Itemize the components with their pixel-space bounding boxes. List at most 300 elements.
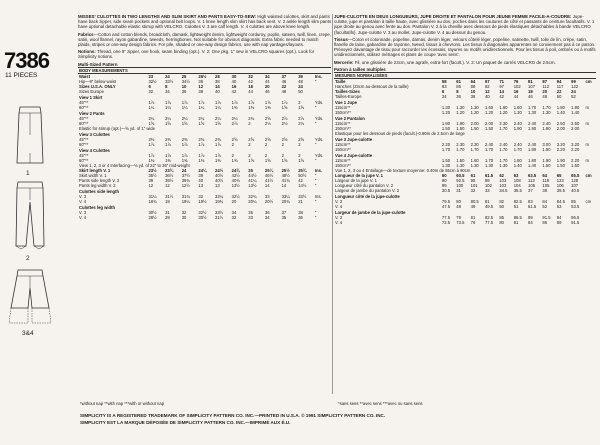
cell-value: 2¾ [248, 115, 255, 121]
cell-value: 32¾ [248, 193, 257, 199]
cell-value: 30 [181, 214, 187, 220]
row-label: Largeur de jambe du pantalon V. 2 [335, 188, 400, 194]
cell-value: 117 [556, 84, 564, 90]
cell-value: 1⅞ [198, 152, 205, 158]
cell-value: 3.20 [571, 142, 580, 148]
cell-value: 32½ [198, 209, 207, 215]
easy-label-fr: FACILE-A-COUDRE: [529, 14, 572, 19]
cell-value: 1.80 [571, 105, 580, 111]
cell-value: 1.50 [484, 126, 494, 132]
cell-value: 14 [499, 89, 504, 95]
cell-value: 33¼ [281, 193, 290, 199]
cell-value: 1⅞ [198, 99, 205, 105]
cell-value: 2¼ [215, 115, 221, 121]
cell-value: 21 [298, 198, 303, 204]
cell-value: 50 [499, 204, 504, 210]
fabrics-title-en: Fabrics [78, 31, 94, 37]
cell-value: 2 [264, 141, 268, 147]
cell-value: 1⅜ [198, 157, 205, 163]
cell-value: 79 [456, 215, 461, 221]
row-label: Waist [79, 73, 91, 79]
cell-value: 20½ [264, 198, 274, 204]
cell-value: 112 [542, 84, 550, 90]
cell-value: 81 [513, 220, 519, 226]
fabrics-title-fr: Tissus [334, 36, 348, 42]
cell-value: 85 [571, 199, 576, 205]
cell-value: " [314, 141, 317, 147]
cell-value: 34 [264, 73, 270, 79]
cell-value: 91.5 [571, 220, 580, 226]
cell-value: " [314, 198, 317, 204]
cell-value: 1⅜ [165, 157, 171, 163]
cell-value: 1.20 [441, 110, 451, 116]
cell-value: 118 [542, 178, 550, 184]
notions-body-fr: Fil, une glissière de 23cm, une agrafe, extra-fort (facult.). V. 2: Un paquet de carrés VELCRO de 2.5cm. [354, 59, 556, 65]
cell-value: 1.90 [528, 126, 537, 132]
row-label: 60"** [79, 104, 89, 110]
cell-value: 2.30 [470, 142, 479, 148]
row-label: Hanches (23cm au-dessous de la taille) [335, 84, 409, 90]
cell-value: 12 [484, 89, 490, 95]
row-label: Skirt width V. 1 [79, 172, 107, 178]
cell-value: 36½ [165, 172, 174, 178]
cell-value: Ins. [314, 193, 322, 199]
row-label: Tailles-Sizes [335, 89, 360, 95]
cell-value: 31½ [215, 214, 224, 220]
row-label: 150cm** [335, 110, 351, 116]
cell-value: 96.5 [571, 215, 580, 221]
intro-body-en: High waisted culottes, skirt and pants have back zipper, side seam pockets and optional belt loops. V. 1 knee length slim skirt has back vent. V. 2 ankle length slim pants have optional detachable elastic stirrup with VELCRO. Culottes V. 3 are calf length. V. 4 culottes are above knee length. [78, 14, 331, 30]
cell-value: 2⅜ [215, 136, 221, 142]
cell-value: 2 [298, 152, 301, 158]
row-label: View 1, 2, 3 or 4 Interfacing—⅛ yd. of 22" to 36" mid-weight [79, 162, 190, 168]
cell-value: 33½ [215, 209, 224, 215]
cell-value: 20 [231, 198, 237, 204]
cell-value: 1⅞ [248, 99, 255, 105]
cell-value: 1.90 [556, 158, 565, 164]
cell-value: 1⅞ [165, 99, 171, 105]
cell-value: 24 [298, 83, 303, 89]
fabrics-body-en: —Cotton and cotton blends, broadcloth, damask, lightweight denim, lightweight corduroy, poplin, sateen, twill, linen, crepe, satin, wool flannel, rayon gabardine, tweeds, herringbones. Not suitable for obvious diagonals. Extra fabric needed to match plaids, stripes or one-way design fabrics. For pile, shaded or one-way design fabrics, use with nap yardages/layouts. [78, 31, 331, 48]
cell-value: 39¾ [181, 177, 190, 183]
cell-value: 31 [165, 209, 170, 215]
row-label: 150cm** [335, 163, 351, 169]
cell-value: m [585, 142, 589, 148]
cell-value: 2⅞ [281, 115, 288, 121]
cell-value: 46 [264, 88, 270, 94]
cell-value: " [314, 104, 317, 110]
cell-value: Ins. [314, 167, 323, 173]
cell-value: 28½ [148, 214, 157, 220]
cell-value: 1.70 [499, 126, 508, 132]
cell-value: 8 [456, 89, 459, 95]
cell-value: 39½ [165, 177, 174, 183]
row-label: Culottes leg width [79, 204, 116, 210]
row-label: 115cm** [335, 158, 351, 164]
cell-value: 63 [513, 173, 519, 179]
cell-value: 2⅛ [264, 120, 271, 126]
cell-value: 1.80 [513, 158, 522, 164]
row-label: 45"** [79, 99, 89, 105]
cell-value: 30.5 [441, 188, 451, 194]
cell-value: " [314, 214, 317, 220]
cell-value: 2.20 [556, 147, 565, 153]
cell-value: 2.20 [571, 147, 580, 153]
cell-value: 25½ [281, 167, 290, 173]
cell-value: 6 [441, 89, 445, 95]
cell-value: 1.90 [456, 121, 465, 127]
cell-value: 44 [513, 94, 519, 100]
row-label: View 2 Pants [79, 110, 105, 116]
cell-value: 28 [215, 73, 220, 79]
cell-value: 105 [528, 183, 536, 189]
cell-value: m [585, 105, 589, 111]
cell-value: 30½ [148, 209, 157, 215]
column-divider [332, 14, 333, 394]
cell-value: 48 [542, 94, 548, 100]
cell-value: 92.5 [456, 178, 465, 184]
cell-value: 67 [484, 79, 490, 85]
cell-value: 44½ [248, 172, 257, 178]
cell-value: 36 [198, 78, 204, 84]
row-label: Hip—9" below waist [79, 78, 117, 84]
cell-value: 58 [441, 79, 447, 85]
cell-value: 122 [571, 84, 579, 90]
table-row [334, 220, 596, 225]
cell-value: 42 [231, 88, 237, 94]
cell-value: 1.60 [484, 105, 494, 111]
cell-value: 61.5 [484, 173, 494, 179]
cell-value: 2 [281, 152, 284, 158]
cell-value: 2⅝ [264, 115, 271, 121]
body-measurements-title: MESURES NORMALISÉES [334, 73, 596, 79]
cell-value: 1.20 [456, 110, 465, 116]
cell-value: 79.5 [441, 199, 451, 205]
cell-value: 2.20 [571, 158, 580, 164]
cell-value: 14 [281, 182, 287, 188]
cell-value: 35 [248, 209, 253, 215]
cell-value: 80 [499, 220, 504, 226]
cell-value: 40 [215, 88, 220, 94]
figure-label-3-4: 3&4 [22, 330, 34, 337]
cell-value: 1⅞ [148, 141, 155, 147]
easy-label-en: EASY-TO-SEW: [224, 14, 257, 19]
cell-value: 32 [181, 209, 187, 215]
cell-value: 37½ [181, 172, 190, 178]
intro-title-en: MISSES' CULOTTES IN TWO LENGTHS AND SLIM SKIRT AND PANTS [78, 14, 223, 19]
cell-value: 3.00 [542, 142, 551, 148]
fabrics-fr [334, 37, 596, 58]
cell-value: 71 [499, 79, 504, 85]
row-label: Elastic for stirrup (opt.)—⅝ yd. of 1" wide [79, 125, 155, 131]
cell-value: 34 [231, 209, 237, 215]
cell-value: 1⅞ [148, 152, 155, 158]
cell-value: 24½ [215, 167, 224, 173]
cell-value: 51 [513, 204, 519, 210]
cell-value: 50 [298, 88, 303, 94]
cell-value: 14 [264, 182, 270, 188]
cell-value: 47.5 [441, 204, 451, 210]
cell-value: 1⅞ [215, 141, 221, 147]
cell-value: m [585, 121, 589, 127]
cell-value: 1.40 [556, 110, 565, 116]
cell-value: 1⅝ [215, 120, 221, 126]
cell-value: 16 [231, 83, 237, 89]
body-measurements-title: BODY MEASUREMENTS [78, 67, 331, 73]
cell-value: 2¼ [165, 115, 171, 121]
cell-value: 19¼ [181, 198, 190, 204]
cell-value: 99 [571, 79, 576, 85]
left-strip [0, 0, 74, 445]
row-label: 60"** [79, 141, 89, 147]
cell-value: 2¼ [181, 115, 188, 121]
cell-value: 2.40 [528, 142, 537, 148]
cell-value: 85 [499, 215, 504, 221]
cell-value: 53 [556, 204, 562, 210]
cell-value: " [314, 120, 317, 126]
cell-value: 40½ [215, 172, 224, 178]
cell-value: 100 [456, 183, 464, 189]
cell-value: 2⅝ [298, 136, 305, 142]
cell-value: 2.00 [484, 121, 494, 127]
cell-value: 31¼ [148, 193, 157, 199]
cell-value: 1⅞ [181, 152, 188, 158]
cell-value: 1⅝ [248, 157, 255, 163]
cell-value: 76 [470, 220, 476, 226]
cell-value: 20 [264, 83, 270, 89]
row-label: 60"** [79, 120, 89, 126]
notions-title-en: Notions: [78, 49, 96, 55]
pattern-number: 7386 [4, 48, 49, 73]
cell-value: 76 [513, 79, 519, 85]
cell-value: 1⅞ [264, 99, 271, 105]
cell-value: 39 [198, 172, 204, 178]
cell-value: 77.5 [441, 215, 451, 221]
cell-value: 1.40 [528, 163, 537, 169]
row-label: V. 3 [335, 199, 343, 205]
cell-value: " [314, 78, 317, 84]
cell-value: 2⅜ [148, 136, 155, 142]
cell-value: 1.50 [441, 126, 451, 132]
cell-value: 113 [528, 178, 535, 184]
cell-value: 2.00 [571, 126, 580, 132]
cell-value: 33 [264, 193, 270, 199]
cell-value: 1.30 [441, 105, 451, 111]
cell-value: 38 [298, 209, 303, 215]
cell-value: 107 [528, 84, 536, 90]
cell-value: 1⅜ [231, 157, 238, 163]
cell-value: 101 [470, 183, 478, 189]
row-label: Pants leg width V. 2 [79, 182, 116, 188]
cell-value: 63.5 [528, 173, 537, 179]
cell-value: 1.30 [528, 110, 537, 116]
cell-value: 1.20 [484, 110, 494, 116]
cell-value: 10 [181, 83, 187, 89]
nap-note-fr: *sans sens **avec sens ***avec ou sans sens [338, 401, 423, 406]
cell-value: 1⅞ [181, 99, 188, 105]
cell-value: 2.50 [556, 121, 565, 127]
cell-value: m [585, 158, 589, 164]
cell-value: 40 [198, 177, 204, 183]
cell-value: 86 [542, 220, 548, 226]
row-label: Longueur de la jupe V. 1 [335, 173, 384, 179]
cell-value: 31¾ [181, 193, 190, 199]
cell-value: 50 [556, 94, 562, 100]
cell-value: 2 [281, 141, 284, 147]
cell-value: " [314, 157, 317, 163]
cell-value: 46½ [264, 172, 274, 178]
row-label: V. 3 [79, 209, 87, 215]
fabrics-body-fr: —Coton et cotonnade, popeline, damas, denim léger, velours côtelé léger, popeline, satinette, twill, toile de lin, crêpe, satin, flanelle de laine, gabardine de rayonne, tweed, tissus à chevrons. Les tissus à diagonales apparentes ne conviennent pas à ce patron. Prévoyez davantage de tissu pour raccorder les écossais, rayures ou motifs unidirectionnels. Pour les tissus à poil, ombrés ou à motifs unidirectionnels, utilisez métrages et plans de coupe 'avec sens'. [334, 36, 596, 58]
cell-value: 1.70 [484, 158, 494, 164]
row-label: V. 4 [79, 198, 87, 204]
cell-value: 1.50 [556, 163, 565, 169]
cell-value: 2.20 [441, 142, 451, 148]
cell-value: 32 [248, 73, 253, 79]
cell-value: 32½ [148, 78, 157, 84]
cell-value: 1⅝ [165, 120, 171, 126]
french-column [334, 14, 596, 225]
cell-value: 16 [513, 89, 519, 95]
row-label: Vue 3 Jupe-culotte [335, 137, 373, 143]
cell-value: 2⅝ [264, 136, 271, 142]
cell-value: 37 [281, 209, 287, 215]
cell-value: 1.40 [513, 163, 522, 169]
cell-value: 2.40 [528, 121, 537, 127]
cell-value: 33½ [165, 78, 174, 84]
cell-value: 38 [198, 88, 204, 94]
cell-value: 1.30 [542, 110, 551, 116]
cell-value: 1.50 [542, 163, 551, 169]
cell-value: 31 [456, 188, 461, 194]
notions-body-en: Thread, one 9" zipper, one hook, seam binding (opt.). V. 2: One pkg. 1" sew in VELCRO squares (opt.). Look for Simplicity notions. [78, 49, 315, 60]
cell-value: 20¾ [281, 198, 290, 204]
cell-value: 92 [484, 84, 490, 90]
cell-value: 89 [556, 220, 562, 226]
cell-value: 1¼ [165, 104, 171, 110]
cell-value: cm [585, 199, 592, 205]
fabrics-en [78, 32, 331, 48]
cell-value: 77.5 [484, 220, 494, 226]
cell-value: 51.5 [528, 204, 537, 210]
cell-value: 1¼ [198, 104, 205, 110]
cell-value: 1.70 [484, 147, 494, 153]
cell-value: 35½ [148, 172, 157, 178]
cell-value: 41¼ [248, 177, 257, 183]
cell-value: 32 [231, 214, 237, 220]
row-label: Vue 4 Jupe-culotte [335, 153, 373, 159]
cell-value: 1⅜ [231, 104, 238, 110]
cell-value: 1.80 [528, 158, 537, 164]
cell-value: 39 [298, 73, 303, 79]
cell-value: 19¾ [215, 198, 224, 204]
cell-value: 32 [148, 88, 154, 94]
cell-value: 42½ [231, 172, 240, 178]
cell-value: 2⅛ [281, 120, 288, 126]
cell-value: 1.50 [470, 126, 479, 132]
cell-value: 12 [148, 182, 154, 188]
row-label: View 1 Skirt [79, 94, 103, 100]
cell-value: 2⅝ [248, 136, 255, 142]
row-label: Vue 1 Jupe [335, 100, 357, 106]
cell-value: 2.00 [556, 126, 565, 132]
cell-value: " [314, 177, 317, 183]
cell-value: 22 [556, 89, 562, 95]
cell-value: 1.90 [513, 126, 522, 132]
row-label: V. 3 [79, 193, 87, 199]
cell-value: 80.5 [470, 199, 479, 205]
cell-value: 24 [165, 73, 170, 79]
intro-title-fr: JUPE-CULOTTE EN DEUX LONGUEURS, JUPE DROITE ET PANTALON POUR JEUNE FEMME [334, 14, 529, 19]
cell-value: 84 [542, 199, 548, 205]
cell-value: 1.90 [441, 121, 451, 127]
cell-value: 1⅜ [215, 157, 221, 163]
cell-value: 1⅜ [264, 104, 271, 110]
figure-label-1: 1 [26, 170, 30, 177]
cell-value: Yds. [314, 152, 324, 158]
cell-value: 94 [556, 79, 562, 85]
cell-value: 82.5 [513, 199, 522, 205]
cell-value: Yds. [314, 99, 324, 105]
row-label: 150cm** [335, 147, 351, 153]
cell-value: 32 [198, 193, 204, 199]
figure-pants-back [10, 180, 50, 250]
cell-value: 1.30 [484, 163, 494, 169]
cell-value: 34 [165, 88, 170, 94]
cell-value: 2¼ [231, 115, 238, 121]
cell-value: 25 [248, 167, 253, 173]
cell-value: 1.20 [499, 110, 508, 116]
row-label: Largeur de la jupe V. 1 [335, 178, 377, 184]
row-label: V. 4 [335, 204, 343, 210]
cell-value: 39 [148, 177, 154, 183]
notions-fr [334, 60, 596, 65]
cell-value: 2¼ [148, 115, 155, 121]
cell-value: 33½ [298, 193, 307, 199]
cell-value: 123 [556, 178, 564, 184]
cell-value: 10 [470, 89, 476, 95]
cell-value: 53.5 [571, 204, 580, 210]
cell-value: 52 [542, 204, 548, 210]
cell-value: 2.40 [513, 121, 522, 127]
cell-value: 18¾ [148, 198, 157, 204]
cell-value: 12 [165, 182, 170, 188]
cell-value: " [314, 172, 317, 178]
cell-value: 2¼ [198, 115, 205, 121]
cell-value: 81 [470, 215, 476, 221]
cell-value: 91.5 [542, 215, 551, 221]
cell-value: 2.40 [513, 142, 522, 148]
cell-value: 1⅞ [281, 99, 288, 105]
cell-value: 2.50 [571, 121, 580, 127]
cell-value: 1.80 [556, 105, 565, 111]
cell-value: 81 [528, 79, 533, 85]
row-label: 45"** [79, 136, 89, 142]
cell-value: 48 [298, 78, 303, 84]
cell-value: 40¾ [231, 177, 240, 183]
cell-value: 24 [571, 89, 576, 95]
cell-value: 1.90 [542, 147, 551, 153]
cell-value: 1¼ [148, 104, 155, 110]
cell-value: 62 [499, 173, 504, 179]
multi-sized-fr: Patron à tailles multiples [334, 66, 386, 72]
pieces-count: 11 PIECES [5, 72, 38, 79]
cell-value: 72.5 [441, 220, 451, 226]
cell-value: 24 [181, 167, 187, 173]
cell-value: 2.30 [456, 142, 465, 148]
cell-value [584, 220, 596, 225]
cell-value: 2 [248, 141, 251, 147]
